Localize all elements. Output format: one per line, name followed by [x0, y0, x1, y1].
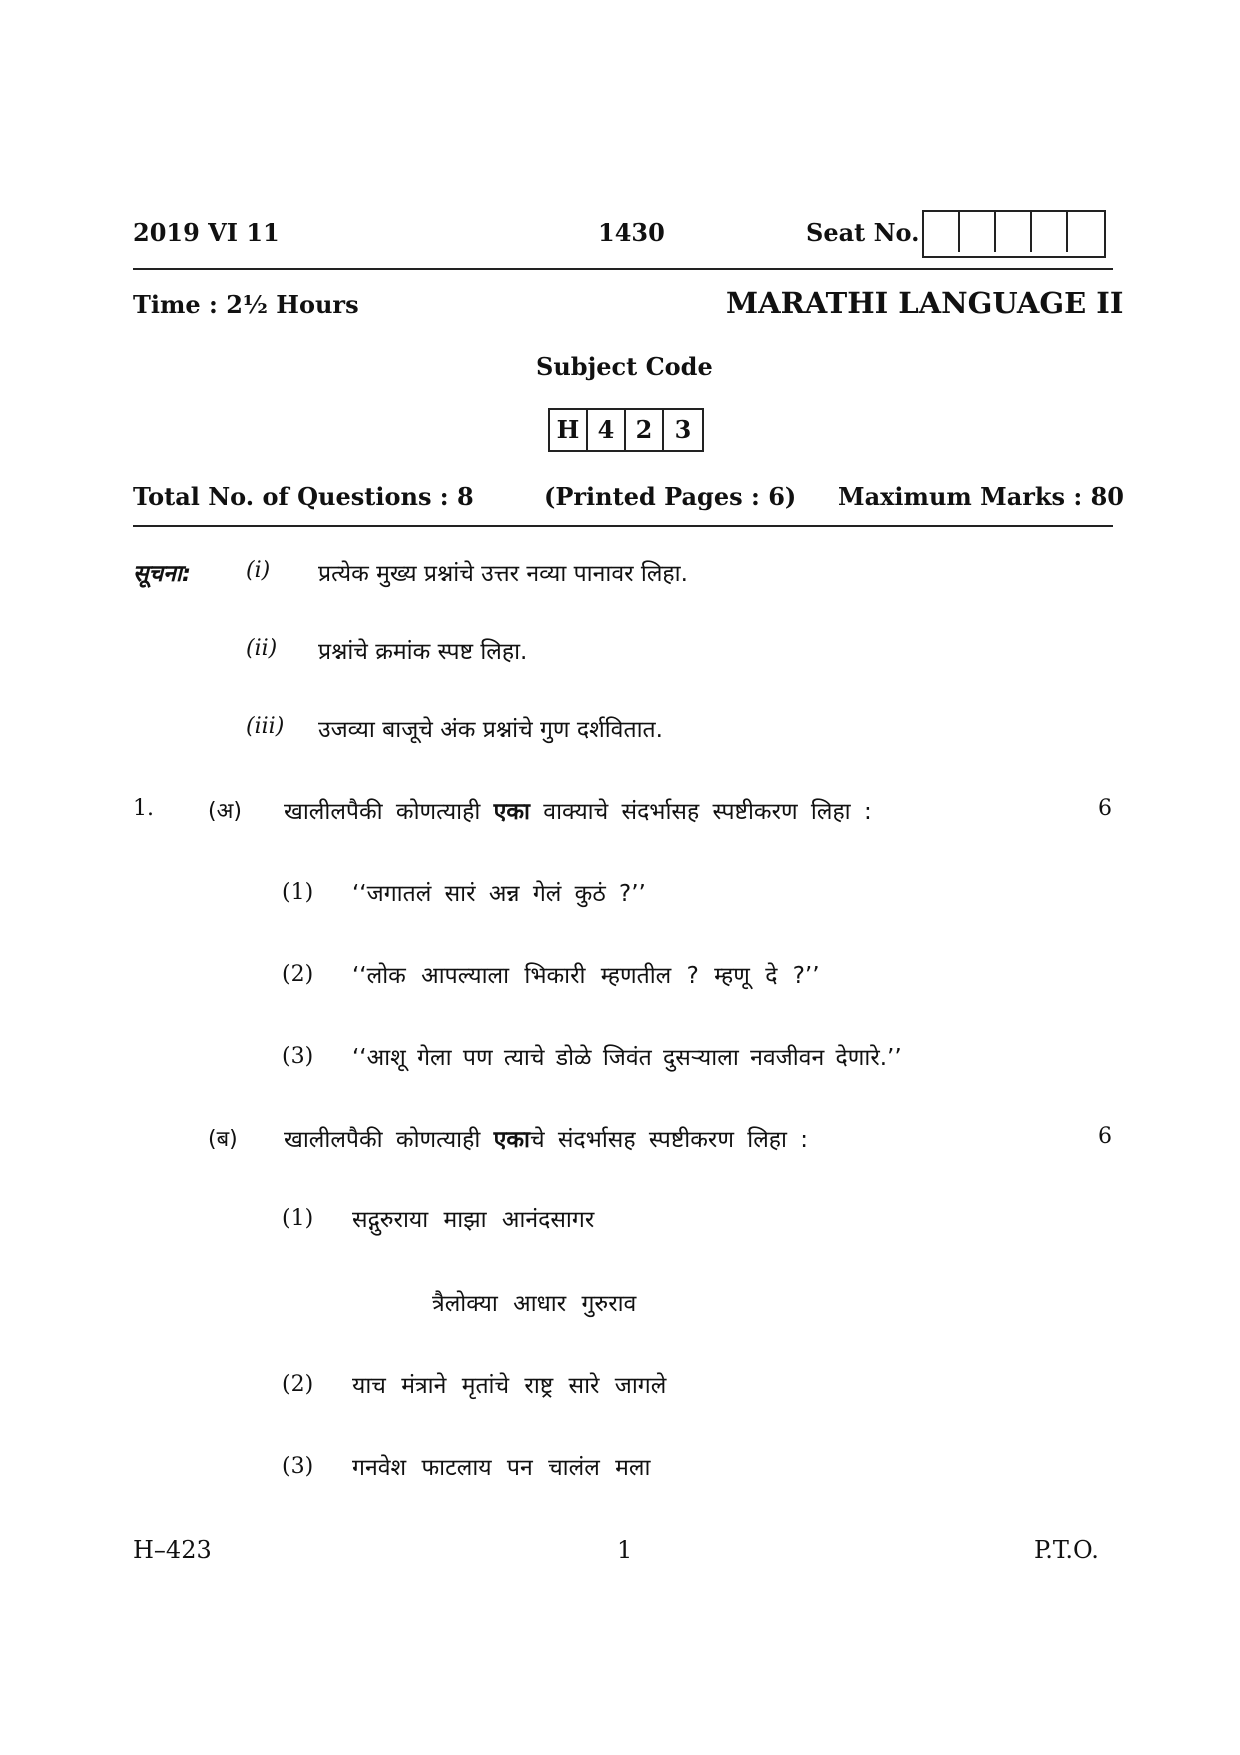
page-number: 1: [617, 1536, 633, 1564]
item-number: (2): [282, 962, 314, 987]
prompt-bold: एका: [493, 799, 530, 825]
subquestion-label: (अ): [208, 799, 242, 824]
total-questions: Total No. of Questions : 8: [133, 482, 474, 511]
item-text: याच मंत्राने मृतांचे राष्ट्र सारे जागले: [352, 1373, 667, 1399]
item-text: गनवेश फाटलाय पन चालंल मला: [352, 1455, 651, 1481]
seat-box[interactable]: [1068, 212, 1104, 252]
instruction-number: (i): [246, 558, 271, 583]
question-number: 1.: [133, 796, 154, 821]
marks: 6: [1098, 796, 1112, 821]
seat-number-boxes[interactable]: [922, 210, 1106, 258]
subject-code-char: H: [550, 410, 588, 450]
prompt-bold: एका: [493, 1127, 530, 1153]
item-number: (2): [282, 1372, 314, 1397]
instruction-number: (iii): [246, 714, 285, 739]
subquestion-text: [284, 794, 872, 826]
instruction-text: प्रश्नांचे क्रमांक स्पष्ट लिहा.: [318, 639, 528, 665]
footer-code: H–423: [133, 1536, 212, 1564]
seat-box[interactable]: [1032, 212, 1068, 252]
paper-number: 1430: [598, 218, 665, 247]
prompt-text: खालीलपैकी कोणत्याही: [284, 1127, 494, 1153]
seat-box[interactable]: [996, 212, 1032, 252]
header-rule-bottom: [133, 525, 1113, 527]
maximum-marks: Maximum Marks : 80: [838, 482, 1125, 511]
item-text: ‘‘आशू गेला पण त्याचे डोळे जिवंत दुसऱ्याला नवजीवन देणारे.’’: [352, 1045, 902, 1071]
subject-code-char: 3: [674, 415, 692, 444]
seat-label: Seat No.: [806, 218, 920, 247]
header-rule: [133, 268, 1113, 270]
instruction-number: (ii): [246, 636, 278, 661]
exam-code: 2019 VI 11: [133, 218, 280, 247]
subject-code-label: Subject Code: [536, 352, 713, 381]
time-allowed: Time : 2½ Hours: [133, 290, 359, 319]
item-text: सद्गुरुराया माझा आनंदसागर: [352, 1207, 595, 1233]
item-number: (1): [282, 880, 314, 905]
printed-pages: (Printed Pages : 6): [544, 482, 797, 511]
seat-box[interactable]: [924, 212, 960, 252]
item-text-line2: त्रैलोक्या आधार गुरुराव: [432, 1291, 637, 1317]
prompt-text: चे संदर्भासह स्पष्टीकरण लिहा :: [529, 1127, 809, 1153]
prompt-text: खालीलपैकी कोणत्याही: [284, 799, 494, 825]
subject-code-box: [548, 408, 704, 452]
item-text: ‘‘लोक आपल्याला भिकारी म्हणतील ? म्हणू दे ?’’: [352, 963, 820, 989]
instruction-text: उजव्या बाजूचे अंक प्रश्नांचे गुण दर्शवितात.: [318, 717, 663, 743]
seat-box[interactable]: [960, 212, 996, 252]
subject-code-char: 4: [588, 410, 626, 450]
subject-code-char: 2: [626, 410, 664, 450]
instructions-label: सूचना:: [133, 561, 192, 587]
item-number: (3): [282, 1044, 314, 1069]
prompt-text: वाक्याचे संदर्भासह स्पष्टीकरण लिहा :: [529, 799, 872, 825]
subject-title: MARATHI LANGUAGE II: [726, 286, 1124, 320]
instruction-text: प्रत्येक मुख्य प्रश्नांचे उत्तर नव्या पानावर लिहा.: [318, 561, 688, 587]
please-turn-over: P.T.O.: [1034, 1536, 1099, 1564]
subquestion-text: [284, 1122, 808, 1154]
item-number: (1): [282, 1206, 314, 1231]
item-text: ‘‘जगातलं सारं अन्न गेलं कुठं ?’’: [352, 881, 646, 907]
item-number: (3): [282, 1454, 314, 1479]
subquestion-label: (ब): [208, 1127, 238, 1152]
marks: 6: [1098, 1124, 1112, 1149]
